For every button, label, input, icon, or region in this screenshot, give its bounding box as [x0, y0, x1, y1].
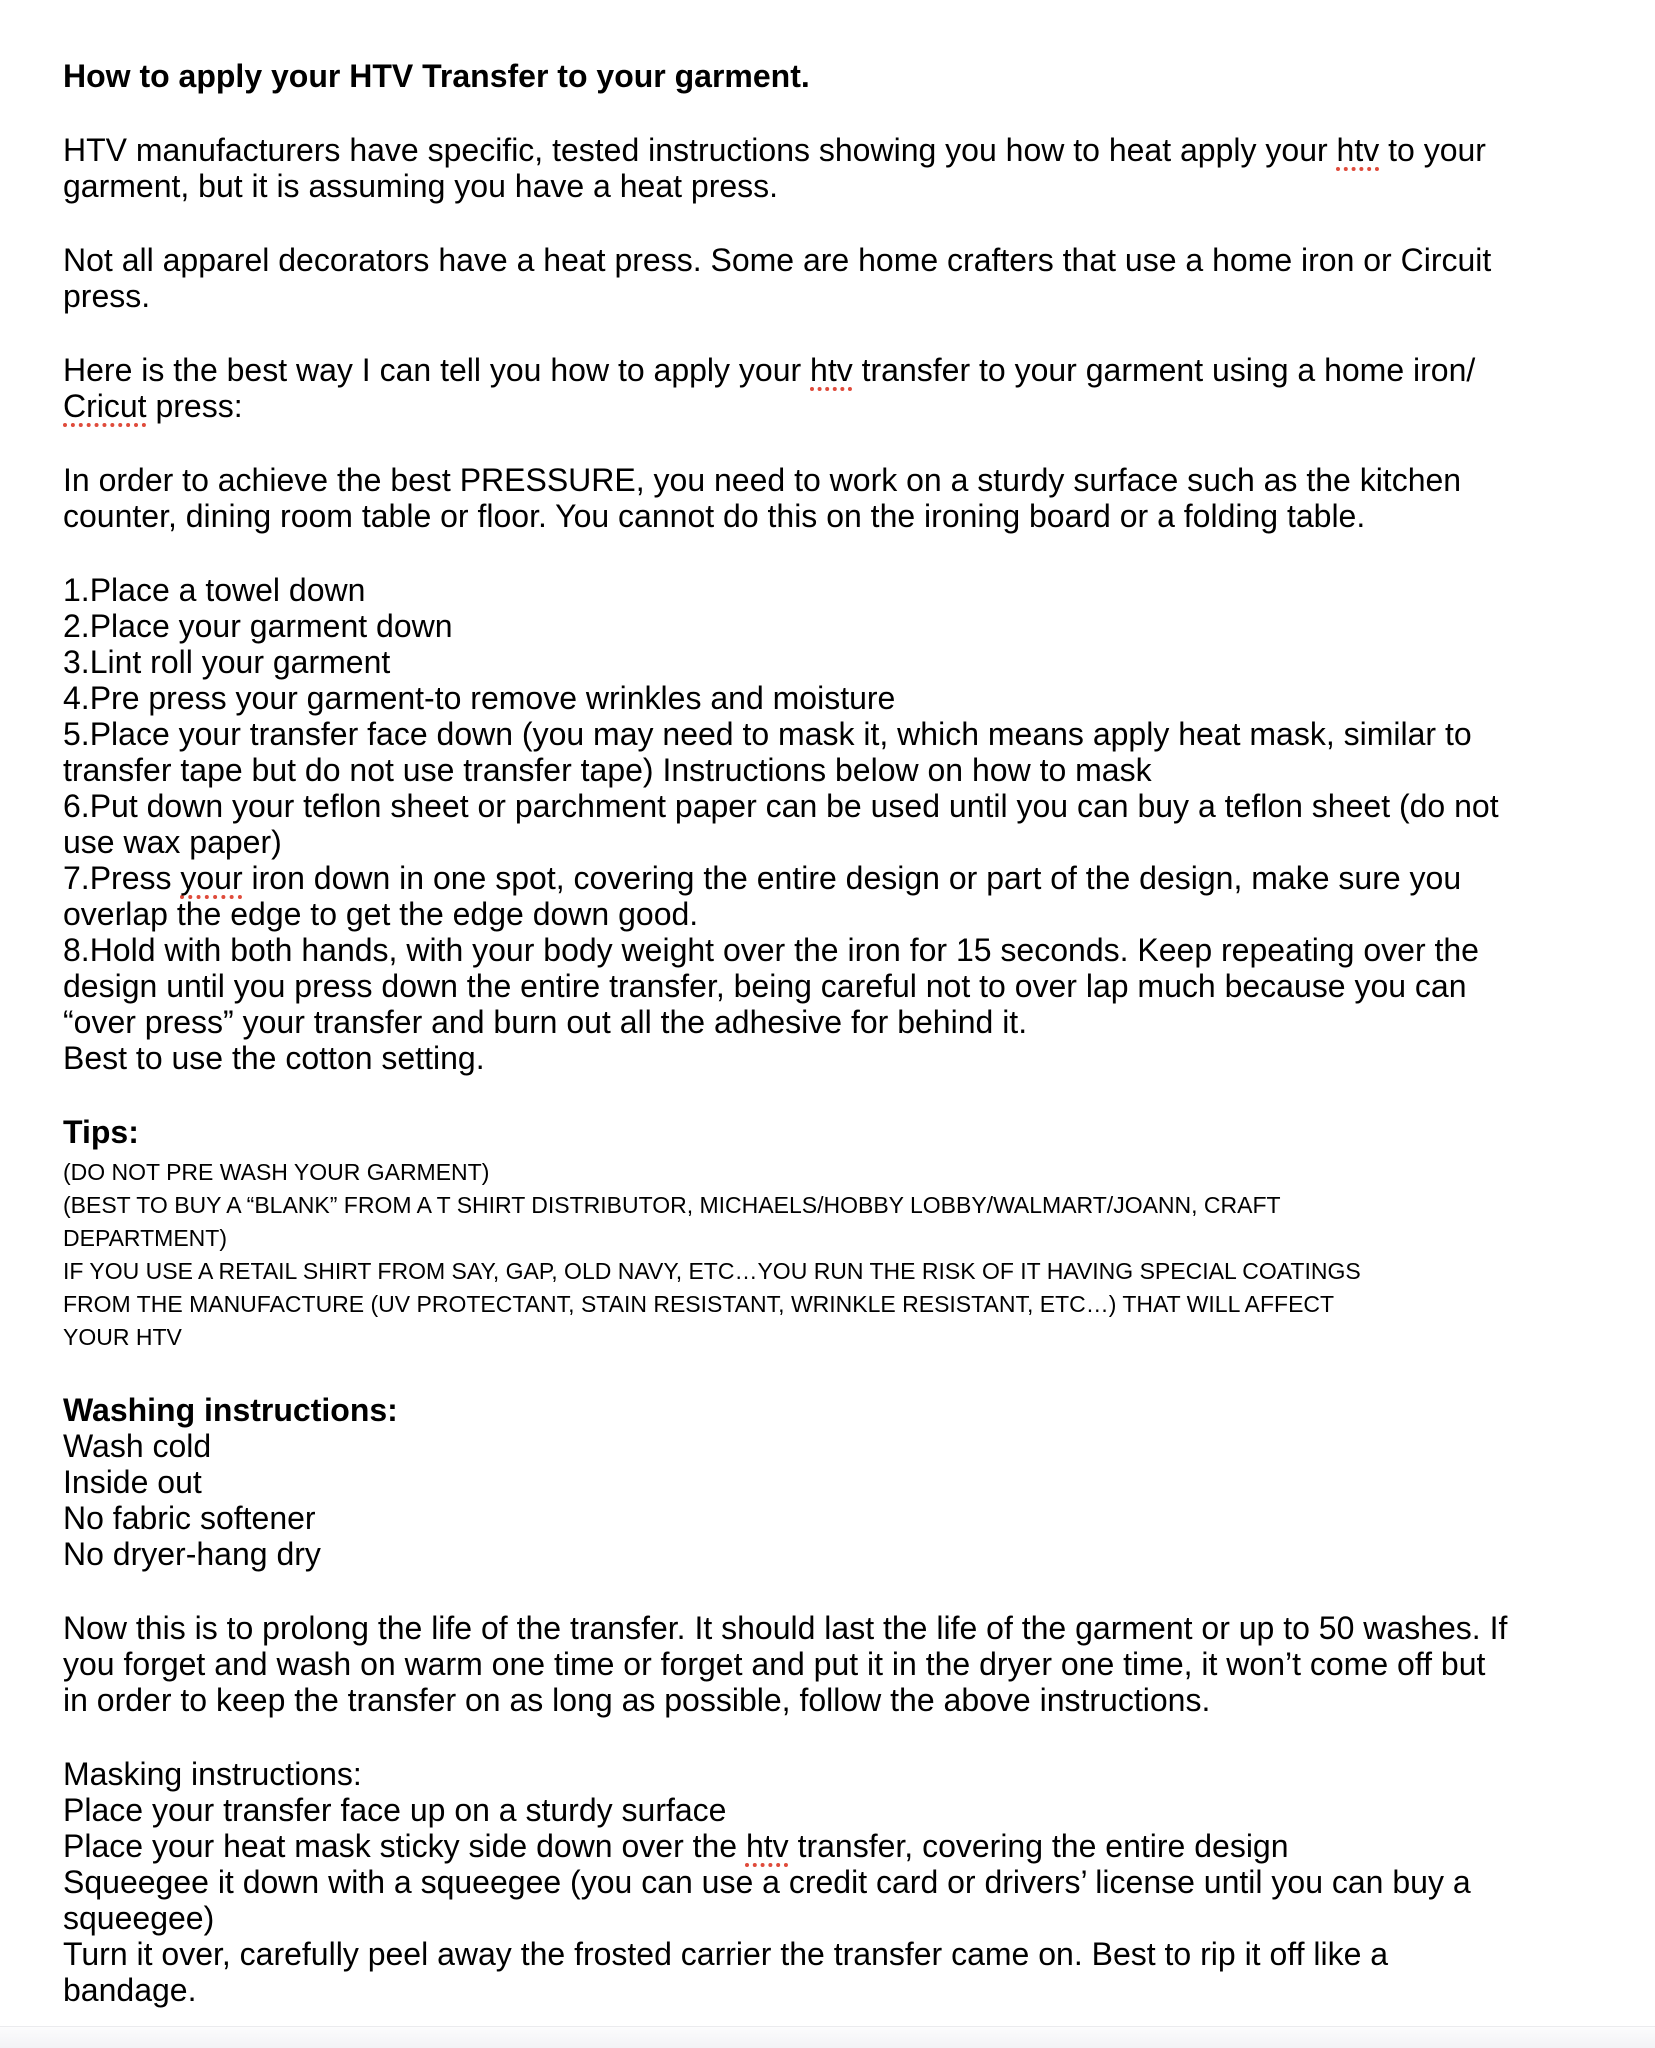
intro-paragraph [63, 132, 1592, 204]
text-segment: garment, but it is assuming you have a heat press. [63, 168, 779, 204]
text-segment: Best to use the cotton setting. [63, 1040, 485, 1076]
text-line [63, 1040, 1592, 1076]
text-segment: Here is the best way I can tell you how to apply your [63, 352, 811, 388]
text-line [63, 1972, 1592, 2008]
text-segment: Masking instructions: [63, 1756, 362, 1792]
best-way-paragraph [63, 352, 1592, 424]
text-line [63, 352, 1592, 388]
text-line [63, 168, 1592, 204]
text-segment: Now this is to prolong the life of the transfer. It should last the life of the garment or up to 50 washes. If [63, 1610, 1508, 1646]
text-segment: In order to achieve the best PRESSURE, you need to work on a sturdy surface such as the kitchen [63, 462, 1462, 498]
spellcheck-marked-word: htv [1336, 132, 1380, 168]
text-line [63, 498, 1592, 534]
text-segment: bandage. [63, 1972, 197, 2008]
text-segment: press: [146, 388, 243, 424]
text-line [63, 716, 1592, 752]
tips-caps-lines [63, 1156, 1592, 1354]
text-segment: “over press” your transfer and burn out all the adhesive for behind it. [63, 1004, 1028, 1040]
text-line [63, 1936, 1592, 1972]
text-line [63, 608, 1592, 644]
text-line [63, 896, 1592, 932]
longevity-paragraph [63, 1610, 1592, 1718]
text-line [63, 1792, 1592, 1828]
text-line [63, 860, 1592, 896]
text-segment: you forget and wash on warm one time or forget and put it in the dryer one time, it won’t come off but [63, 1646, 1486, 1682]
text-line [63, 1288, 1592, 1321]
text-segment: press. [63, 278, 151, 314]
text-line [63, 1464, 1592, 1500]
text-segment: (BEST TO BUY A “BLANK” FROM A T SHIRT DISTRIBUTOR, MICHAELS/HOBBY LOBBY/WALMART/JOANN, CRAFT [63, 1192, 1281, 1218]
text-segment: DEPARTMENT) [63, 1225, 227, 1251]
text-segment: No dryer-hang dry [63, 1536, 321, 1572]
text-line [63, 1682, 1592, 1718]
text-segment: transfer, covering the entire design [788, 1828, 1289, 1864]
spellcheck-marked-word: Cricut [63, 388, 147, 424]
text-line [63, 680, 1592, 716]
text-line [63, 968, 1592, 1004]
text-line [63, 1222, 1592, 1255]
text-line [63, 1156, 1592, 1189]
text-line [63, 644, 1592, 680]
text-line [63, 1646, 1592, 1682]
text-segment: counter, dining room table or floor. You cannot do this on the ironing board or a folding table. [63, 498, 1366, 534]
text-line [63, 1536, 1592, 1572]
text-line [63, 1828, 1592, 1864]
text-line [63, 1756, 1592, 1792]
text-line [63, 824, 1592, 860]
text-line [63, 1428, 1592, 1464]
text-segment: 7.Press [63, 860, 181, 896]
text-line [63, 788, 1592, 824]
tips-heading [63, 1114, 1592, 1150]
text-segment: HTV manufacturers have specific, tested instructions showing you how to heat apply your [63, 132, 1337, 168]
text-line [63, 1004, 1592, 1040]
text-segment: Place your transfer face up on a sturdy surface [63, 1792, 727, 1828]
text-line [63, 1189, 1592, 1222]
text-segment: FROM THE MANUFACTURE (UV PROTECTANT, STAIN RESISTANT, WRINKLE RESISTANT, ETC…) THAT WILL AFFECT [63, 1291, 1335, 1317]
text-segment: 6.Put down your teflon sheet or parchment paper can be used until you can buy a teflon sheet (do not [63, 788, 1499, 824]
pressure-paragraph [63, 462, 1592, 534]
text-segment: to your [1379, 132, 1486, 168]
text-segment: 3.Lint roll your garment [63, 644, 391, 680]
spellcheck-marked-word: htv [745, 1828, 789, 1864]
text-segment: transfer to your garment using a home iron/ [852, 352, 1476, 388]
document-title: How to apply your HTV Transfer to your garment. [63, 58, 810, 94]
spellcheck-marked-word: your [180, 860, 243, 896]
text-segment: IF YOU USE A RETAIL SHIRT FROM SAY, GAP, OLD NAVY, ETC…YOU RUN THE RISK OF IT HAVING SPECIAL COATINGS [63, 1258, 1361, 1284]
text-line [63, 242, 1592, 278]
text-line [63, 1392, 1592, 1428]
text-line [63, 1500, 1592, 1536]
text-segment: 1.Place a towel down [63, 572, 366, 608]
washing-heading [63, 1392, 1592, 1428]
text-line [63, 388, 1592, 424]
decorators-paragraph [63, 242, 1592, 314]
text-segment: Place your heat mask sticky side down over the [63, 1828, 746, 1864]
text-line [63, 462, 1592, 498]
text-segment: use wax paper) [63, 824, 282, 860]
text-line [63, 752, 1592, 788]
text-segment: design until you press down the entire transfer, being careful not to over lap much because you can [63, 968, 1467, 1004]
text-line [63, 1255, 1592, 1288]
text-segment: overlap the edge to get the edge down good. [63, 896, 699, 932]
text-segment: Inside out [63, 1464, 202, 1500]
text-segment: transfer tape but do not use transfer tape) Instructions below on how to mask [63, 752, 1152, 788]
text-line [63, 572, 1592, 608]
washing-list [63, 1428, 1592, 1572]
text-line [63, 278, 1592, 314]
text-segment: in order to keep the transfer on as long as possible, follow the above instructions. [63, 1682, 1211, 1718]
text-segment: Wash cold [63, 1428, 212, 1464]
text-segment: 2.Place your garment down [63, 608, 453, 644]
document-body [63, 132, 1592, 2008]
text-line [63, 1900, 1592, 1936]
text-segment: 5.Place your transfer face down (you may need to mask it, which means apply heat mask, similar to [63, 716, 1472, 752]
text-line [63, 932, 1592, 968]
text-segment: 4.Pre press your garment-to remove wrinkles and moisture [63, 680, 896, 716]
text-line [63, 1114, 1592, 1150]
text-segment: iron down in one spot, covering the entire design or part of the design, make sure you [242, 860, 1462, 896]
spellcheck-marked-word: htv [810, 352, 853, 388]
steps-list [63, 572, 1592, 1076]
text-segment: YOUR HTV [63, 1324, 182, 1350]
text-segment: Squeegee it down with a squeegee (you can use a credit card or drivers’ license until you can buy a [63, 1864, 1471, 1900]
text-segment: 8.Hold with both hands, with your body weight over the iron for 15 seconds. Keep repeating over the [63, 932, 1479, 968]
text-line [63, 1864, 1592, 1900]
text-segment: Washing instructions: [63, 1392, 398, 1428]
text-segment: No fabric softener [63, 1500, 316, 1536]
text-segment: Not all apparel decorators have a heat press. Some are home crafters that use a home iron or Circuit [63, 242, 1492, 278]
text-segment: squeegee) [63, 1900, 215, 1936]
text-segment: Tips: [63, 1114, 139, 1150]
text-segment: Turn it over, carefully peel away the frosted carrier the transfer came on. Best to rip it off like a [63, 1936, 1389, 1972]
text-segment: (DO NOT PRE WASH YOUR GARMENT) [63, 1159, 490, 1185]
text-line [63, 1610, 1592, 1646]
text-line [63, 1321, 1592, 1354]
window-bottom-bar [0, 2026, 1655, 2048]
text-line [63, 132, 1592, 168]
masking-instructions [63, 1756, 1592, 2008]
